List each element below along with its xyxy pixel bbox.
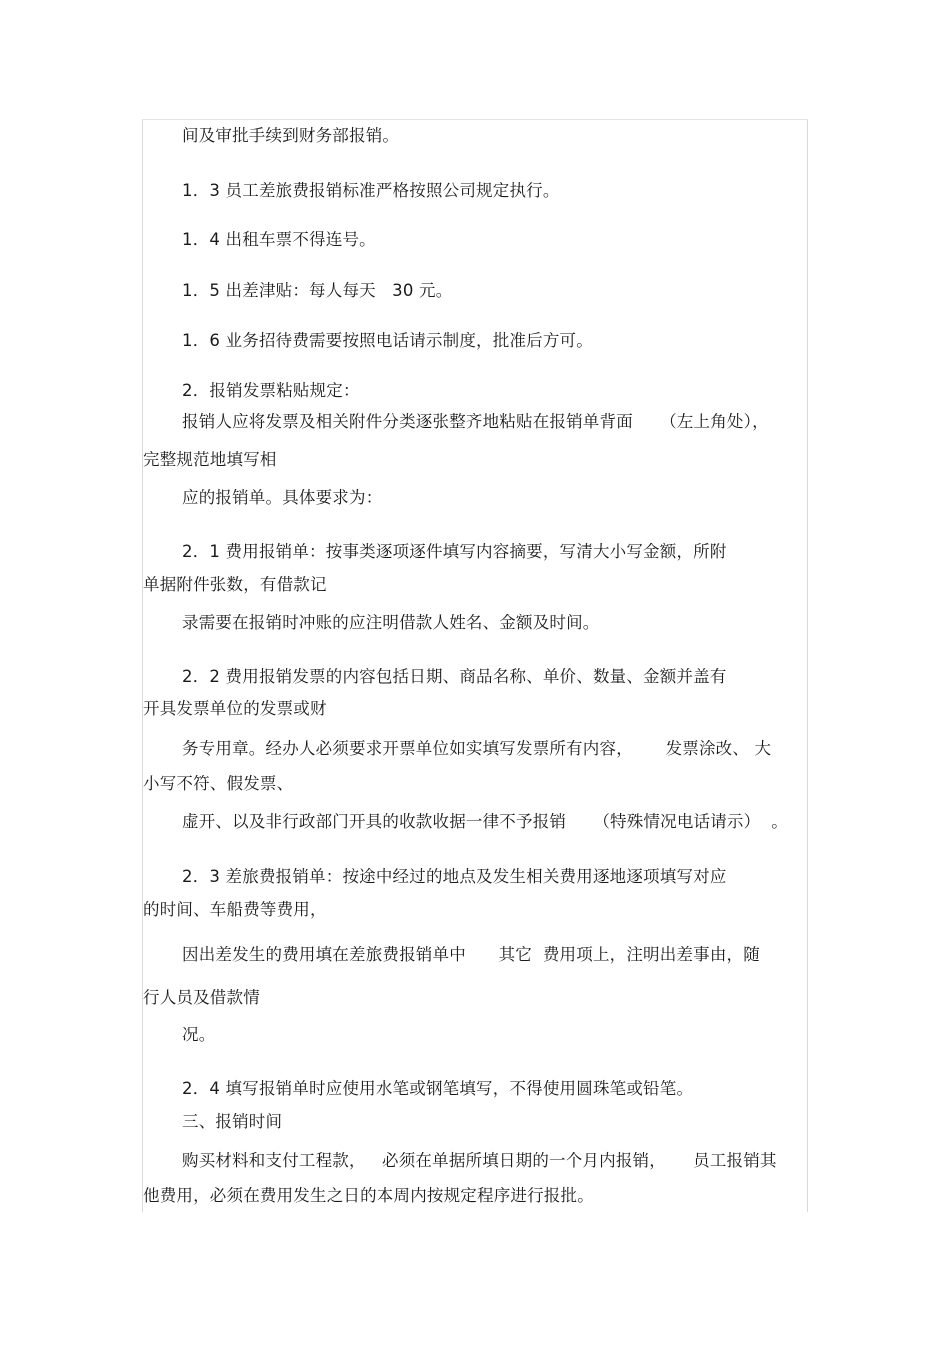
text-line: 虚开、以及非行政部门开具的收款收据一律不予报销 （特殊情况电话请示） 。 [182, 812, 788, 831]
text-line: 小写不符、假发票、 [143, 774, 294, 793]
section-heading: 三、报销时间 [182, 1112, 283, 1131]
text-line: 1．3 员工差旅费报销标准严格按照公司规定执行。 [182, 181, 560, 200]
text-line: 2．4 填写报销单时应使用水笔或钢笔填写，不得使用圆珠笔或铅笔。 [182, 1079, 694, 1098]
section-heading: 2．报销发票粘贴规定： [182, 381, 360, 400]
text-line: 单据附件张数，有借款记 [143, 575, 327, 594]
text-line: 1．6 业务招待费需要按照电话请示制度，批准后方可。 [182, 331, 593, 350]
text-line: 开具发票单位的发票或财 [143, 699, 327, 718]
text-line: 完整规范地填写相 [143, 450, 277, 469]
text-line: 1．4 出租车票不得连号。 [182, 230, 376, 249]
text-line: 应的报销单。具体要求为： [182, 488, 383, 507]
text-line: 况。 [182, 1025, 216, 1044]
text-line: 的时间、车船费等费用， [143, 900, 327, 919]
text-line: 2．1 费用报销单：按事类逐项逐件填写内容摘要，写清大小写金额，所附 [182, 542, 727, 561]
text-line: 行人员及借款情 [143, 988, 260, 1007]
text-line: 他费用，必须在费用发生之日的本周内按规定程序进行报批。 [143, 1186, 594, 1205]
text-line: 报销人应将发票及相关附件分类逐张整齐地粘贴在报销单背面 （左上角处）， [182, 412, 769, 431]
text-line: 购买材料和支付工程款， 必须在单据所填日期的一个月内报销， 员工报销其 [182, 1151, 777, 1170]
text-line: 录需要在报销时冲账的应注明借款人姓名、金额及时间。 [182, 613, 600, 632]
text-line: 务专用章。经办人必须要求开票单位如实填写发票所有内容， 发票涂改、 大 [182, 739, 772, 758]
text-line: 2．3 差旅费报销单：按途中经过的地点及发生相关费用逐地逐项填写对应 [182, 867, 727, 886]
text-line: 1．5 出差津贴：每人每天 30 元。 [182, 281, 453, 300]
text-line: 2．2 费用报销发票的内容包括日期、商品名称、单价、数量、金额并盖有 [182, 667, 727, 686]
text-line: 间及审批手续到财务部报销。 [182, 126, 400, 145]
text-line: 因出差发生的费用填在差旅费报销单中 其它 费用项上，注明出差事由，随 [182, 945, 760, 964]
